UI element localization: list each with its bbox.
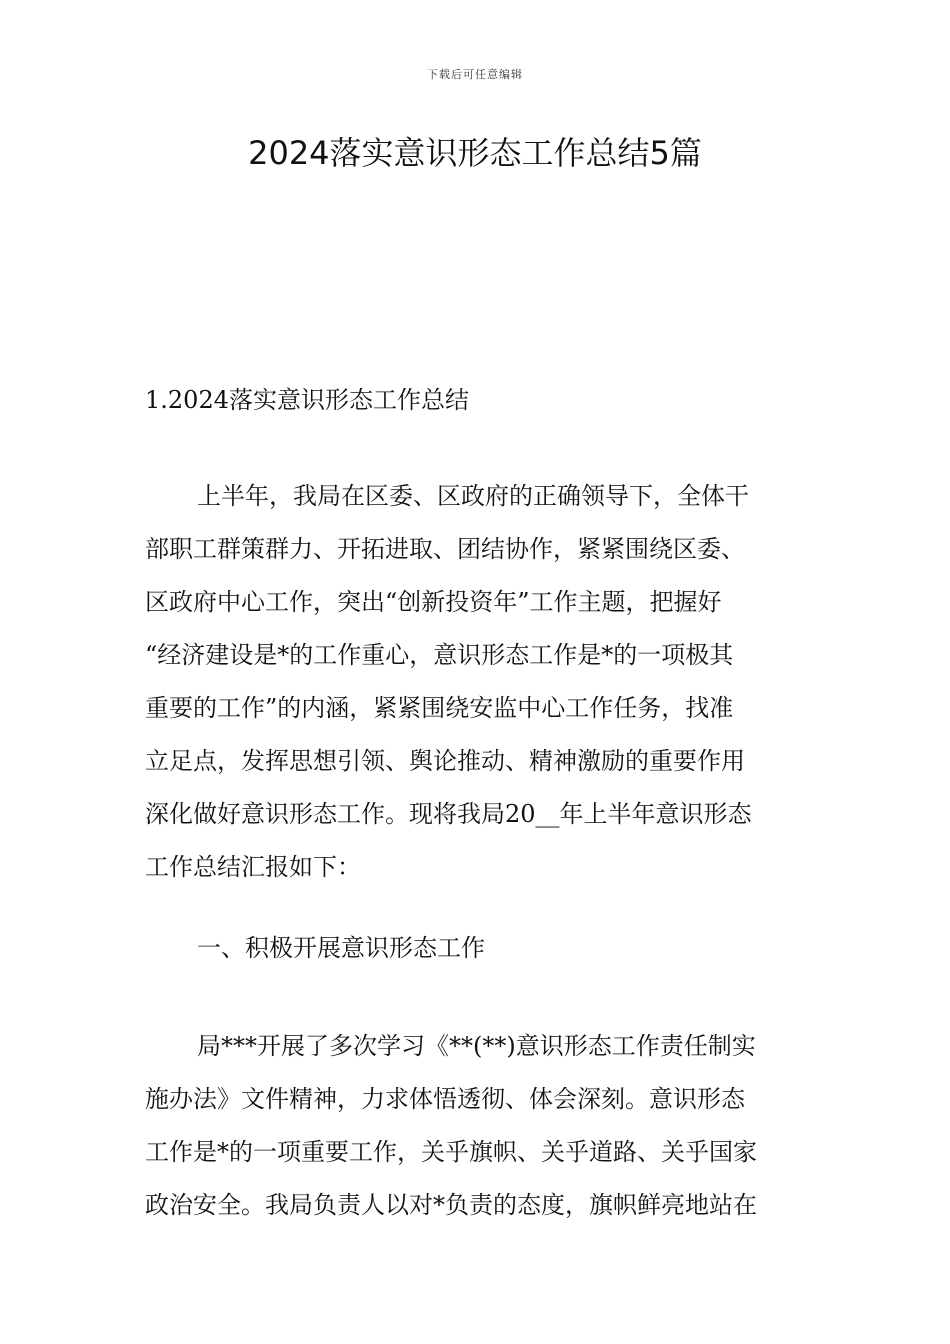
paragraph-line: 上半年，我局在区委、区政府的正确领导下，全体干 (197, 482, 749, 510)
paragraph-line: “经济建设是*的工作重心，意识形态工作是*的一项极其 (145, 641, 734, 669)
subsection-heading: 一、积极开展意识形态工作 (197, 934, 485, 962)
paragraph-line: 区政府中心工作，突出“创新投资年”工作主题，把握好 (145, 588, 722, 616)
paragraph-line: 深化做好意识形态工作。现将我局20__年上半年意识形态 (145, 800, 752, 828)
paragraph-line: 部职工群策群力、开拓进取、团结协作，紧紧围绕区委、 (145, 535, 745, 563)
paragraph-line: 重要的工作”的内涵，紧紧围绕安监中心工作任务，找准 (145, 694, 734, 722)
paragraph-2 (145, 1020, 807, 1232)
paragraph-line: 施办法》文件精神，力求体悟透彻、体会深刻。意识形态 (145, 1085, 745, 1113)
paragraph-line: 政治安全。我局负责人以对*负责的态度，旗帜鲜亮地站在 (145, 1191, 757, 1219)
paragraph-line: 工作总结汇报如下： (145, 853, 361, 881)
paragraph-line: 工作是*的一项重要工作，关乎旗帜、关乎道路、关乎国家 (145, 1138, 757, 1166)
paragraph-1 (145, 470, 807, 894)
header-note: 下载后可任意编辑 (427, 68, 523, 81)
paragraph-line: 立足点，发挥思想引领、舆论推动、精神激励的重要作用 (145, 747, 745, 775)
document-title: 2024落实意识形态工作总结5篇 (248, 134, 702, 172)
paragraph-line: 局***开展了多次学习《**(**)意识形态工作责任制实 (197, 1032, 756, 1060)
section-heading: 1.2024落实意识形态工作总结 (145, 386, 469, 414)
